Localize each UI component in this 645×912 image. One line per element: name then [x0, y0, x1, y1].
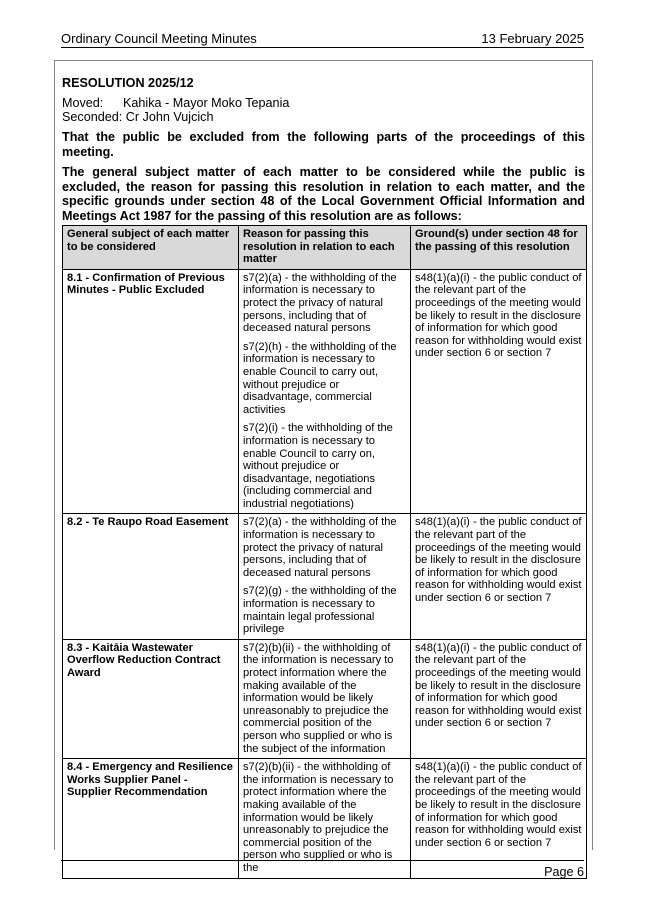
page-footer: [61, 860, 584, 879]
page-header: [61, 31, 584, 48]
meeting-date: 13 February 2025: [481, 31, 584, 46]
reason-text: s7(2)(g) - the withholding of the information is necessary to maintain legal professional privilege: [243, 585, 397, 636]
reason-text: s7(2)(b)(ii) - the withholding of the information is necessary to protect information where the making available of the information would be likely unreasonably to prejudice the commercial position of the person who supplied or who is the: [243, 761, 394, 874]
table-row: [63, 639, 587, 758]
column-header-reason: Reason for passing this resolution in relation to each matter: [239, 226, 411, 270]
seconded-value: Cr John Vujcich: [125, 110, 214, 124]
seconded-label: Seconded:: [62, 110, 123, 124]
moved-line: [62, 96, 585, 110]
table-header-row: [63, 226, 587, 270]
row-subject: 8.4 - Emergency and Resilience Works Supplier Panel - Supplier Recommendation: [63, 759, 239, 878]
moved-label: Moved:: [62, 96, 104, 110]
reason-text: s7(2)(h) - the withholding of the information is necessary to enable Council to carry out, without prejudice or disadvantage, commercial activities: [243, 340, 397, 416]
seconded-line: [62, 110, 585, 124]
reason-text: s7(2)(i) - the withholding of the information is necessary to enable Council to carry on, without prejudice or disadvantage, negotiations (including commercial and industrial negotiations): [243, 422, 393, 510]
row-subject: 8.3 - Kaitāia Wastewater Overflow Reduction Contract Award: [63, 639, 239, 758]
reason-text: s7(2)(b)(ii) - the withholding of the information is necessary to protect information where the making available of the information would be likely unreasonably to prejudice the commercial position of the person who supplied or who is the subject of the information: [243, 641, 394, 755]
table-row: [63, 514, 587, 639]
row-subject: 8.2 - Te Raupo Road Easement: [63, 514, 239, 639]
row-reasons: [239, 639, 411, 758]
reason-text: s7(2)(a) - the withholding of the information is necessary to protect the privacy of natural persons, including that of deceased natural persons: [243, 271, 397, 335]
row-ground: s48(1)(a)(i) - the public conduct of the relevant part of the proceedings of the meeting would be likely to result in the disclosure of information for which good reason for withholding would exist under section 6 or section 7: [411, 639, 587, 758]
column-header-ground: Ground(s) under section 48 for the passing of this resolution: [411, 226, 587, 270]
resolution-title: RESOLUTION 2025/12: [62, 76, 194, 90]
subject-matter-statement: The general subject matter of each matter to be considered while the public is excluded, the reason for passing this resolution in relation to each matter, and the specific grounds under section 48 of the Local Government Official Information and Meetings Act 1987 for the passing of this resolution are as follows:: [62, 165, 585, 223]
column-header-subject: General subject of each matter to be considered: [63, 226, 239, 270]
row-subject: 8.1 - Confirmation of Previous Minutes - Public Excluded: [63, 269, 239, 514]
reason-text: s7(2)(a) - the withholding of the information is necessary to protect the privacy of natural persons, including that of deceased natural persons: [243, 516, 397, 579]
row-ground: s48(1)(a)(i) - the public conduct of the relevant part of the proceedings of the meeting would be likely to result in the disclosure of information for which good reason for withholding would exist under section 6 or section 7: [411, 269, 587, 514]
page-number: Page 6: [544, 865, 584, 879]
document-title: Ordinary Council Meeting Minutes: [61, 31, 257, 46]
row-reasons: [239, 514, 411, 639]
row-ground: s48(1)(a)(i) - the public conduct of the relevant part of the proceedings of the meeting would be likely to result in the disclosure of information for which good reason for withholding would exist under section 6 or section 7: [411, 514, 587, 639]
exclusion-table: [62, 225, 587, 879]
row-ground: s48(1)(a)(i) - the public conduct of the relevant part of the proceedings of the meeting would be likely to result in the disclosure of information for which good reason for withholding would exist under section 6 or section 7: [411, 759, 587, 878]
row-reasons: [239, 269, 411, 514]
resolution-statement: That the public be excluded from the following parts of the proceedings of this meeting.: [62, 130, 585, 159]
table-row: [63, 269, 587, 514]
moved-value: Kahika - Mayor Moko Tepania: [123, 96, 290, 110]
